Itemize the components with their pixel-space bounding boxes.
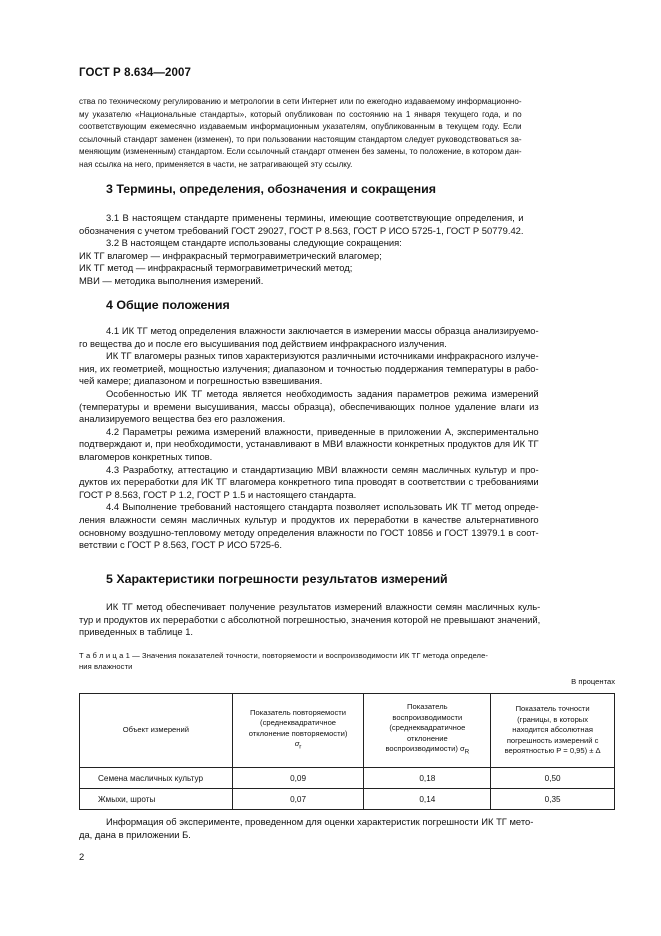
abbreviation-item: ИК ТГ метод — инфракрасный термогравиметрический метод;	[79, 262, 353, 274]
col-header-accuracy	[491, 694, 615, 768]
text-line: ИК ТГ влагомеры разных типов характеризуются различными источниками инфракрасного излуче-	[106, 350, 539, 362]
table-unit: В процентах	[571, 677, 615, 686]
text-line: 4.1 ИК ТГ метод определения влажности заключается в измерении массы образца анализируемо-	[106, 325, 539, 336]
cell-repeatability: 0,09	[232, 768, 364, 789]
page-number: 2	[79, 851, 85, 862]
text-line: ссылочный стандарт заменен (изменен), то при пользовании настоящим стандартом следует руководствоваться за-	[79, 134, 522, 144]
section-5-body	[79, 601, 540, 639]
accuracy-table	[79, 693, 615, 810]
text-line: Особенностью ИК ТГ метода является необходимость задания параметров режима измерений	[106, 387, 539, 399]
col-header-reproducibility	[364, 694, 491, 768]
col-header-object: Объект измерений	[80, 694, 233, 768]
text-line: да, дана в приложении Б.	[79, 828, 191, 840]
section-3-heading: 3 Термины, определения, обозначения и сокращения	[106, 182, 436, 196]
subscript: r	[299, 743, 302, 751]
abbreviation-item: ИК ТГ влагомер — инфракрасный термогравиметрический влагомер;	[79, 249, 382, 261]
header-line	[367, 744, 487, 758]
text-line: 4.2 Параметры режима измерений влажности, приведенные в приложении А, экспериментально	[106, 425, 539, 437]
header-line: (границы, в которых	[517, 714, 589, 724]
sigma-symbol: σ	[294, 739, 300, 749]
text-line: тур и продуктов их переработки с абсолютной погрешностью, значения которой не превышают значений,	[79, 613, 541, 625]
text-line: ния, их геометрией, мощностью излучения; диапазоном и точностью поддержания температуры в рабо-	[79, 362, 539, 374]
header-line: (среднеквадратичное	[260, 718, 337, 728]
text-line: ления влажности семян масличных культур и продуктов их переработки в качестве альтернативного	[79, 513, 539, 525]
header-line: (среднеквадратичное	[389, 723, 466, 733]
text-line: ства по техническому регулированию и метрологии в сети Интернет или по ежегодно издаваемому информационно-	[79, 97, 522, 106]
table-caption	[79, 650, 488, 672]
text-line: обозначения с учетом требований ГОСТ 29027, ГОСТ Р 8.563, ГОСТ Р ИСО 5725-1, ГОСТ Р 50779.42.	[79, 224, 524, 236]
text-line: му указателю «Национальные стандарты», который опубликован по состоянию на 1 января текущего года, и по	[79, 109, 522, 119]
text-line: ветствии с ГОСТ Р 8.563, ГОСТ Р ИСО 5725-6.	[79, 539, 282, 551]
text-line: (температуры и времени высушивания, массы образца), обеспечивающих полное удаление влаги из	[79, 400, 539, 412]
section-5-heading: 5 Характеристики погрешности результатов измерений	[106, 572, 448, 586]
text-line: меняющим (измененным) стандартом. Если ссылочный стандарт отменен без замены, то положение, в котором дан-	[79, 147, 522, 157]
text-line: ГОСТ Р 8.563, ГОСТ Р 1.2, ГОСТ Р 1.5 и настоящего стандарта.	[79, 488, 357, 500]
table-row	[80, 768, 615, 789]
cell-reproducibility: 0,18	[364, 768, 491, 789]
header-text: воспроизводимости) σ	[385, 744, 465, 754]
cell-accuracy: 0,50	[491, 768, 615, 789]
header-line: отклонение повторяемости)	[248, 728, 348, 738]
text-line: анализируемого вещества без его разложения.	[79, 413, 286, 425]
section-3-body	[79, 212, 524, 288]
text-line: соответствующим ежемесячно издаваемым информационным указателям, опубликованным в текущем году. Если	[79, 122, 522, 132]
cell-accuracy: 0,35	[491, 789, 615, 810]
document-header: ГОСТ Р 8.634—2007	[79, 67, 191, 79]
header-line: Показатель точности	[515, 704, 590, 714]
text-line: приведенных в таблице 1.	[79, 626, 194, 638]
section-4-heading: 4 Общие положения	[106, 298, 230, 312]
header-line: Показатель	[407, 702, 448, 712]
table-header-row	[80, 694, 615, 768]
cell-repeatability: 0,07	[232, 789, 364, 810]
header-symbol	[236, 739, 361, 753]
text-line: чей камере; диапазоном и погрешностью взвешивания.	[79, 375, 323, 387]
header-line: вероятностью P = 0,95) ± Δ	[504, 746, 601, 756]
section-4-body	[79, 325, 539, 552]
cell-reproducibility: 0,14	[364, 789, 491, 810]
abbreviation-item: МВИ — методика выполнения измерений.	[79, 274, 264, 286]
table-note	[79, 816, 533, 841]
table-row	[80, 789, 615, 810]
subscript: R	[464, 749, 470, 756]
text-line: ная ссылка на него, применяется в части, не затрагивающей эту ссылку.	[79, 159, 353, 169]
table-caption-line: ния влажности	[79, 662, 133, 671]
col-header-repeatability	[232, 694, 364, 768]
text-line: 3.1 В настоящем стандарте применены термины, имеющие соответствующие определения, и	[106, 212, 524, 223]
cell-object: Жмыхи, шроты	[80, 789, 233, 810]
text-line: 4.4 Выполнение требований настоящего стандарта позволяет использовать ИК ТГ метод опреде-	[106, 501, 539, 513]
text-line: го вещества до и после его высушивания под действием инфракрасного излучения.	[79, 337, 447, 349]
header-line: воспроизводимости	[392, 712, 463, 722]
text-line: дуктов их переработки для ИК ТГ влагомера конкретного типа проводят в соответствии с требованиями	[79, 476, 539, 488]
table-caption-line: Т а б л и ц а 1 — Значения показателей точности, повторяемости и воспроизводимости ИК ТГ метода определе-	[79, 651, 489, 660]
text-line: влагомеров конкретных типов.	[79, 450, 213, 462]
previous-section-continuation	[79, 96, 522, 172]
text-line: основному воздушно-тепловому методу определения влажности по ГОСТ 10856 и ГОСТ 13979.1 в соот-	[79, 526, 539, 538]
header-line: отклонение	[406, 733, 448, 743]
text-line: 4.3 Разработку, аттестацию и стандартизацию МВИ влажности семян масличных культур и про-	[106, 463, 539, 475]
header-line: погрешность измерений с	[506, 735, 599, 745]
header-line: находится абсолютная	[512, 725, 593, 735]
text-line: Информация об эксперименте, проведенном для оценки характеристик погрешности ИК ТГ мето-	[106, 816, 534, 827]
text-line: ИК ТГ метод обеспечивает получение результатов измерений влажности семян масличных куль-	[106, 601, 541, 612]
text-line: 3.2 В настоящем стандарте использованы следующие сокращения:	[106, 237, 402, 249]
cell-object: Семена масличных культур	[80, 768, 233, 789]
text-line: подтверждают и, при необходимости, устанавливают в МВИ влажности конкретных продуктов для ИК ТГ	[79, 438, 539, 450]
header-line: Показатель повторяемости	[250, 707, 347, 717]
